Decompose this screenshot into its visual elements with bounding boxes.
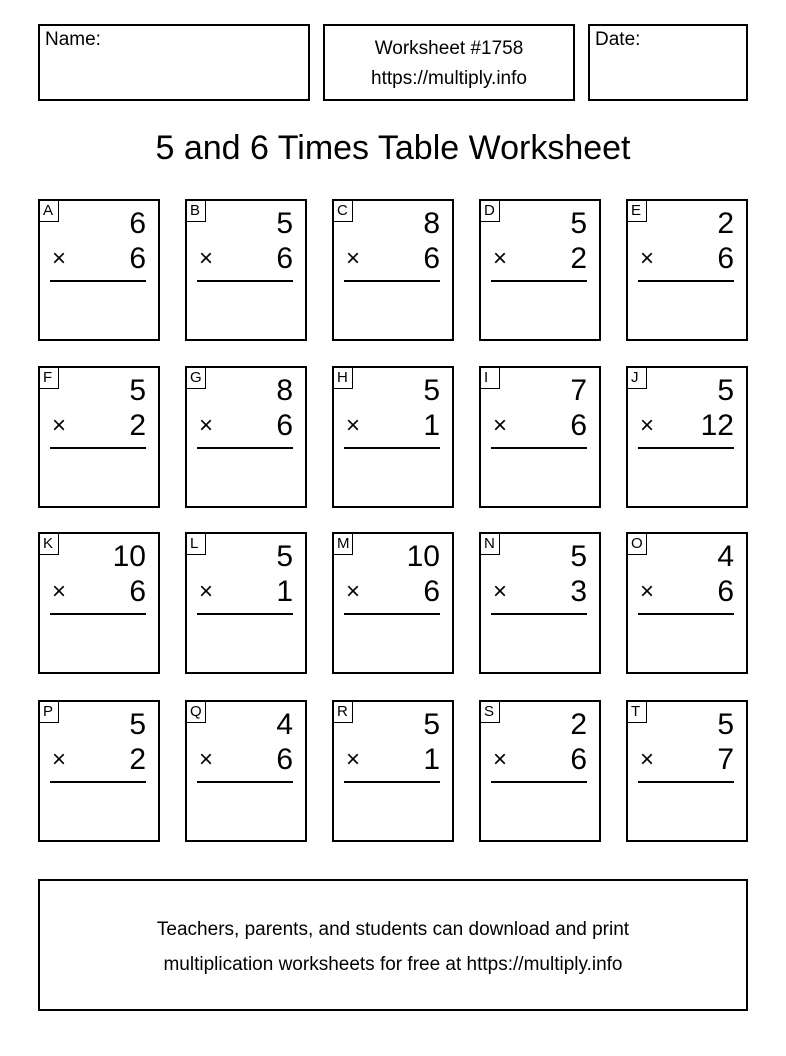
worksheet-number: Worksheet #1758: [374, 38, 524, 59]
answer-line: [50, 280, 146, 282]
times-icon: ×: [493, 578, 508, 605]
problem-letter: M: [334, 534, 353, 555]
multiplier: 7: [717, 743, 734, 776]
name-label: Name:: [45, 29, 101, 50]
multiplicand: 2: [570, 708, 587, 741]
times-icon: ×: [346, 412, 361, 439]
problem-letter: A: [40, 201, 59, 222]
times-icon: ×: [346, 245, 361, 272]
problem-letter: E: [628, 201, 647, 222]
problem-letter: T: [628, 702, 647, 723]
problem-card: [332, 532, 454, 674]
problem-letter: B: [187, 201, 206, 222]
problem-card: [185, 700, 307, 842]
multiplicand: 8: [423, 207, 440, 240]
times-icon: ×: [493, 412, 508, 439]
multiplier: 6: [276, 242, 293, 275]
problem-card: [332, 366, 454, 508]
multiplier: 6: [570, 743, 587, 776]
times-icon: ×: [199, 578, 214, 605]
problem-letter: O: [628, 534, 647, 555]
answer-line: [344, 781, 440, 783]
problem-card: [38, 532, 160, 674]
times-icon: ×: [52, 746, 67, 773]
times-icon: ×: [199, 412, 214, 439]
answer-line: [638, 613, 734, 615]
times-icon: ×: [640, 245, 655, 272]
problem-card: [185, 532, 307, 674]
answer-line: [491, 280, 587, 282]
footer-line-2: multiplication worksheets for free at https://multiply.info: [163, 954, 623, 975]
problem-card: [626, 532, 748, 674]
answer-line: [491, 447, 587, 449]
problem-card: [626, 700, 748, 842]
worksheet-id-box: [323, 24, 575, 101]
multiplicand: 4: [276, 708, 293, 741]
multiplier: 6: [717, 242, 734, 275]
problem-letter: H: [334, 368, 353, 389]
multiplicand: 6: [129, 207, 146, 240]
multiplier: 6: [276, 743, 293, 776]
problem-letter: Q: [187, 702, 206, 723]
times-icon: ×: [640, 412, 655, 439]
problem-card: [332, 700, 454, 842]
problem-letter: D: [481, 201, 500, 222]
problem-card: [479, 700, 601, 842]
answer-line: [491, 613, 587, 615]
answer-line: [638, 280, 734, 282]
times-icon: ×: [52, 412, 67, 439]
problem-card: [38, 700, 160, 842]
multiplicand: 5: [423, 374, 440, 407]
problem-card: [479, 532, 601, 674]
answer-line: [638, 447, 734, 449]
problem-card: [185, 366, 307, 508]
multiplicand: 4: [717, 540, 734, 573]
problem-letter: F: [40, 368, 59, 389]
multiplier: 12: [700, 409, 734, 442]
times-icon: ×: [493, 245, 508, 272]
multiplier: 6: [276, 409, 293, 442]
multiplier: 6: [570, 409, 587, 442]
multiplier: 6: [423, 242, 440, 275]
multiplicand: 5: [717, 708, 734, 741]
date-box: [588, 24, 748, 101]
answer-line: [344, 613, 440, 615]
worksheet-url: https://multiply.info: [371, 68, 527, 89]
multiplier: 6: [129, 242, 146, 275]
multiplier: 1: [423, 409, 440, 442]
answer-line: [197, 613, 293, 615]
problem-letter: K: [40, 534, 59, 555]
multiplicand: 5: [129, 374, 146, 407]
footer-box: [38, 879, 748, 1011]
problem-letter: P: [40, 702, 59, 723]
problem-card: [479, 366, 601, 508]
answer-line: [197, 781, 293, 783]
multiplier: 6: [423, 575, 440, 608]
problem-card: [626, 199, 748, 341]
multiplicand: 10: [406, 540, 440, 573]
times-icon: ×: [199, 746, 214, 773]
problem-card: [626, 366, 748, 508]
footer-line-1: Teachers, parents, and students can download and print: [156, 919, 630, 940]
times-icon: ×: [199, 245, 214, 272]
problem-letter: J: [628, 368, 647, 389]
multiplicand: 5: [570, 540, 587, 573]
problem-card: [479, 199, 601, 341]
answer-line: [491, 781, 587, 783]
answer-line: [50, 613, 146, 615]
multiplier: 2: [570, 242, 587, 275]
times-icon: ×: [346, 578, 361, 605]
problem-letter: C: [334, 201, 353, 222]
answer-line: [50, 447, 146, 449]
times-icon: ×: [52, 245, 67, 272]
problem-letter: L: [187, 534, 206, 555]
multiplier: 6: [717, 575, 734, 608]
answer-line: [638, 781, 734, 783]
multiplier: 1: [276, 575, 293, 608]
name-box: [38, 24, 310, 101]
problem-card: [185, 199, 307, 341]
multiplicand: 5: [717, 374, 734, 407]
multiplicand: 5: [570, 207, 587, 240]
times-icon: ×: [493, 746, 508, 773]
times-icon: ×: [640, 578, 655, 605]
multiplicand: 10: [112, 540, 146, 573]
problem-letter: I: [481, 368, 500, 389]
problem-letter: G: [187, 368, 206, 389]
problem-letter: N: [481, 534, 500, 555]
multiplier: 1: [423, 743, 440, 776]
multiplicand: 7: [570, 374, 587, 407]
problem-letter: R: [334, 702, 353, 723]
times-icon: ×: [52, 578, 67, 605]
answer-line: [50, 781, 146, 783]
multiplier: 2: [129, 743, 146, 776]
times-icon: ×: [640, 746, 655, 773]
date-label: Date:: [595, 29, 641, 50]
problem-card: [38, 199, 160, 341]
multiplicand: 5: [129, 708, 146, 741]
multiplicand: 5: [423, 708, 440, 741]
answer-line: [197, 280, 293, 282]
multiplicand: 5: [276, 207, 293, 240]
times-icon: ×: [346, 746, 361, 773]
multiplicand: 2: [717, 207, 734, 240]
multiplicand: 5: [276, 540, 293, 573]
answer-line: [344, 280, 440, 282]
multiplier: 2: [129, 409, 146, 442]
multiplicand: 8: [276, 374, 293, 407]
problem-card: [332, 199, 454, 341]
multiplier: 6: [129, 575, 146, 608]
answer-line: [197, 447, 293, 449]
problem-card: [38, 366, 160, 508]
problem-letter: S: [481, 702, 500, 723]
answer-line: [344, 447, 440, 449]
page-title: 5 and 6 Times Table Worksheet: [155, 129, 631, 167]
multiplier: 3: [570, 575, 587, 608]
